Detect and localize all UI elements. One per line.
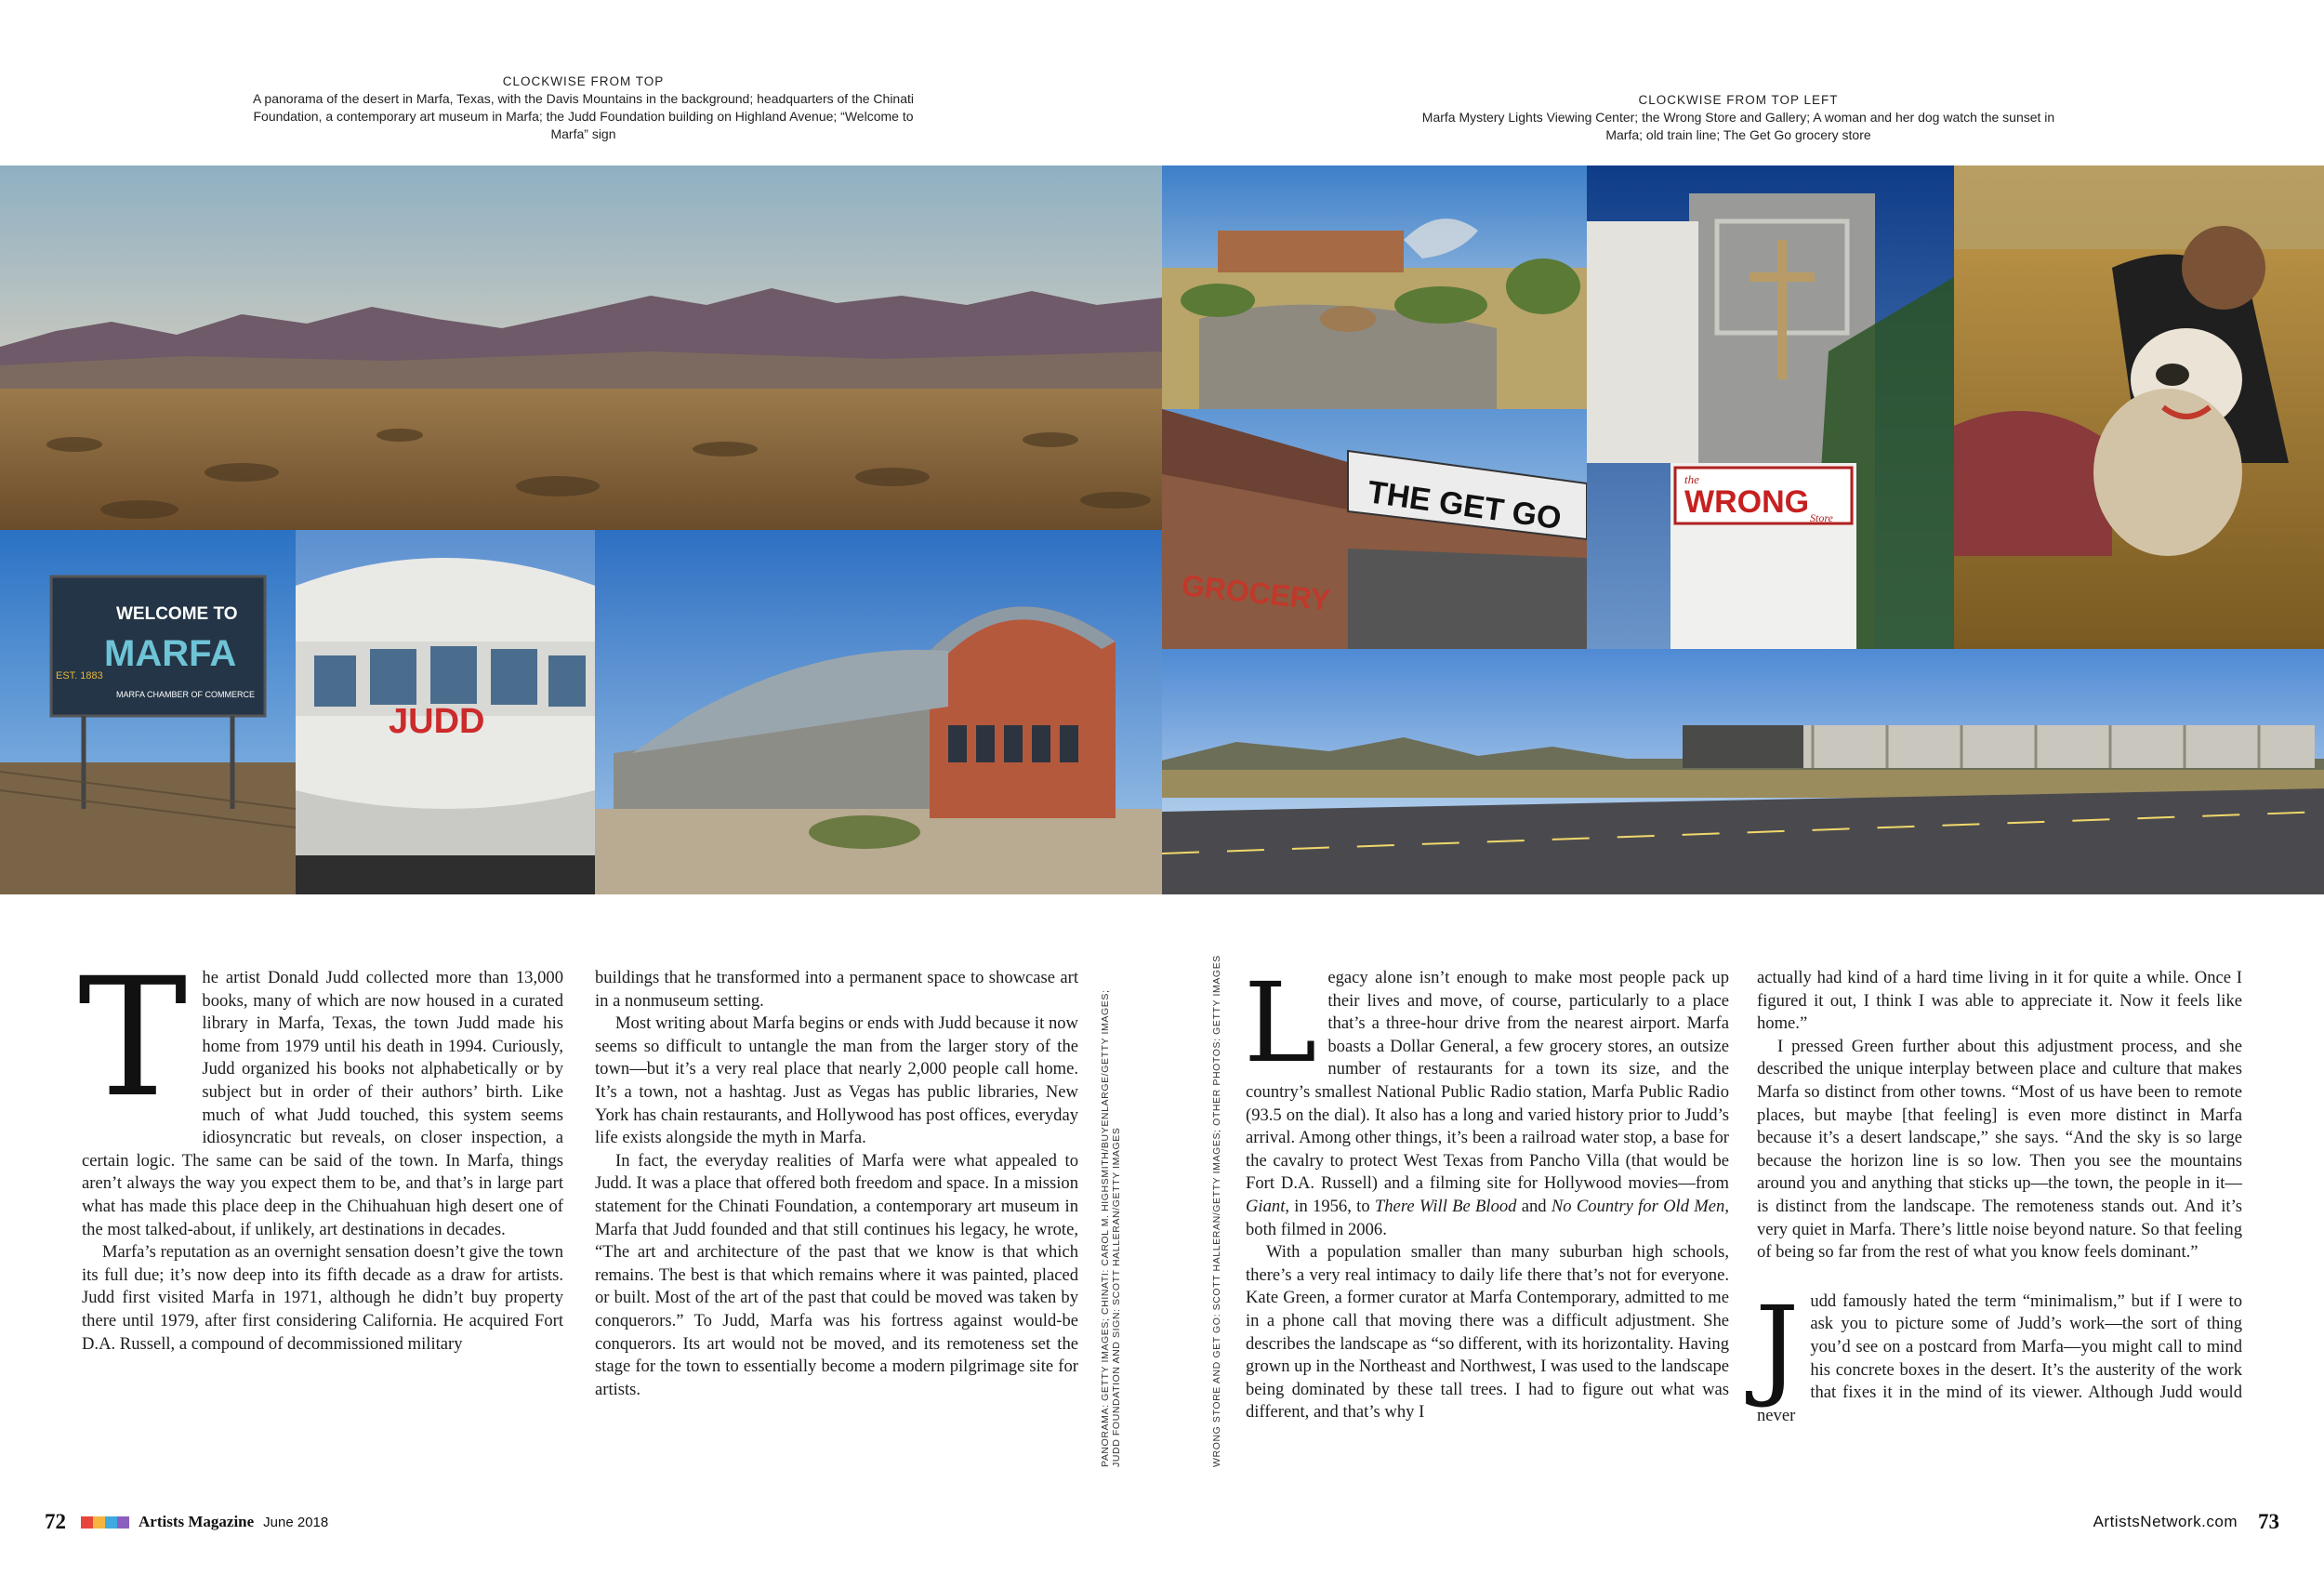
drop-cap-t: T <box>78 943 188 1133</box>
film-title-there-will-be-blood: There Will Be Blood <box>1374 1196 1517 1216</box>
left-caption-text: A panorama of the desert in Marfa, Texas, with the Davis Mountains in the background; headquarters of the Chinati Foundation, a contemporary art museum in Marfa; the Judd Foundation building on Highland Avenue; “Welcome to Marfa” sign <box>252 91 915 141</box>
col2-paragraph-3: In fact, the everyday realities of Marfa were what appealed to Judd. It was a place that offered both freedom and space. In a mission statement for the Chinati Foundation, a contemporary art museum in Marfa that Judd founded and that still continues his legacy, he wrote, “The art and architecture of the past that we know is that which remains. The best is that which remains where it was painted, placed or built. Most of the art of the past that could be moved was taken by conquerors.” To Judd, Marfa was his fortress against would-be conquerors. Its art would not be moved, and its remoteness set the stage for the town to essentially become a modern pilgrimage site for artists. <box>595 1150 1078 1399</box>
drop-cap-j: J <box>1755 1281 1800 1410</box>
judd-sign-text: JUDD <box>389 702 485 741</box>
issue-date: June 2018 <box>263 1514 329 1530</box>
col3-text-a: egacy alone isn’t enough to make most people pack up their lives and move, of course, particularly to a place that’s a three-hour drive from the nearest airport. Marfa boasts a Dollar General, a few grocery stores, an outsize number of restaurants for a town its size, and the country’s smallest National Public Radio station, Marfa Public Radio (93.5 on the dial). It also has a long and varied history prior to Judd’s arrival. Among other things, it’s been a railroad water stop, a base for the cavalry to protect West Texas from Pancho Villa (that would be Fort D.A. Russell) and a filming site for Hollywood movies—from <box>1246 968 1729 1194</box>
chamber-sign-text: MARFA CHAMBER OF COMMERCE <box>116 690 256 699</box>
col3-paragraph-1 <box>1244 959 1729 1241</box>
desert-panorama-photo <box>0 165 1162 530</box>
article-column-2 <box>595 967 1078 1469</box>
left-caption <box>251 73 916 143</box>
article-column-3 <box>1244 959 1729 1469</box>
right-caption-text: Marfa Mystery Lights Viewing Center; the Wrong Store and Gallery; A woman and her dog watch the sunset in Marfa; old train line; The Get Go grocery store <box>1421 110 2055 142</box>
color-swatches <box>81 1516 129 1529</box>
film-title-no-country: No Country for Old Men <box>1551 1196 1725 1216</box>
right-footer <box>2093 1510 2279 1534</box>
col3-text-b: , in 1956, to <box>1285 1196 1375 1216</box>
right-credit-line-1: WRONG STORE AND GET GO: SCOTT HALLERAN/GETTY IMAGES; OTHER PHOTOS: GETTY IMAGES <box>1211 955 1222 1467</box>
left-credit-line-1: PANORAMA: GETTY IMAGES; CHINATI: CAROL M. HIGHSMITH/BUYENLARGE/GETTY IMAGES; <box>1100 989 1111 1467</box>
get-go-grocery-photo <box>1162 409 1587 649</box>
article-column-1 <box>78 943 563 1469</box>
film-title-giant: Giant <box>1246 1196 1286 1216</box>
left-photo-credit <box>1100 989 1122 1467</box>
right-photo-credit <box>1211 955 1222 1467</box>
col4-paragraph-3 <box>1755 1281 2242 1428</box>
left-caption-title: CLOCKWISE FROM TOP <box>502 74 665 88</box>
left-credit-line-2: JUDD FOUNDATION AND SIGN: SCOTT HALLERAN/GETTY IMAGES <box>1111 1127 1122 1467</box>
get-go-sign-text: THE GET GO <box>1365 474 1564 537</box>
chinati-foundation-photo <box>595 530 1162 894</box>
welcome-to-sign-text: WELCOME TO <box>116 604 238 624</box>
marfa-sign-text: MARFA <box>104 633 237 674</box>
page-number-right: 73 <box>2258 1510 2279 1533</box>
wrong-store-store-text: Store <box>1810 511 1833 524</box>
wrong-store-sign-text: WRONG <box>1684 484 1810 520</box>
page-number-left: 72 <box>45 1510 66 1533</box>
welcome-to-marfa-sign-photo <box>0 530 296 894</box>
col1-paragraph-2: Marfa’s reputation as an overnight sensation doesn’t give the town its full due; it’s now deep into its fifth decade as a draw for artists. Judd first visited Marfa in 1971, although he didn’t buy property there until 1979, after first considering California. He acquired Fort D.A. Russell, a compound of decommissioned military <box>82 1242 563 1354</box>
judd-foundation-building-photo <box>296 530 595 894</box>
wrong-store-the-text: the <box>1684 472 1699 486</box>
col4-paragraph-1: actually had kind of a hard time living in it for quite a while. Once I figured it out, I think I was able to appreciate it. Now it feels like home.” <box>1757 968 2242 1034</box>
left-footer <box>45 1510 328 1534</box>
wrong-store-gallery-photo <box>1587 165 1954 649</box>
grocery-sign-text: GROCERY <box>1180 568 1332 617</box>
col2-paragraph-1: buildings that he transformed into a permanent space to showcase art in a nonmuseum setting. <box>595 968 1078 1011</box>
col3-paragraph-2: With a population smaller than many suburban high schools, there’s a very real intimacy to daily life there that’s not for everyone. Kate Green, a former curator at Marfa Contemporary, admitted to me in a phone call that moving there was a difficult adjustment. She describes the landscape as “so different, with its horizontality. Having grown up in the Northeast and Northwest, I was used to the landscape being dominated by these tall trees. I had to figure out what was different, and that’s why I <box>1246 1242 1729 1423</box>
swatch-blue <box>105 1516 117 1529</box>
swatch-yellow <box>93 1516 105 1529</box>
col4-text: udd famously hated the term “minimalism,” but if I were to ask you to picture some of Judd’s work—the sort of thing you’d see on a postcard from Marfa—you might call to mind his concrete boxes in the desert. It’s the austerity of the work that fixes it in the mind of its viewer. Although Judd would never <box>1757 1290 2242 1425</box>
mystery-lights-viewing-center-photo <box>1162 165 1587 409</box>
swatch-red <box>81 1516 93 1529</box>
col3-text-c: and <box>1516 1196 1552 1216</box>
swatch-purple <box>117 1516 129 1529</box>
col4-paragraph-2: I pressed Green further about this adjustment process, and she described the unique interplay between place and culture that makes Marfa so distinct from other towns. “Most of us have been to remote places, but maybe [that feeling] is even more distinct in Marfa because it’s a desert landscape,” she says. “And the sky is so large because the horizon line is so low. Then you see the mountains around you and anything that sticks up—the town, the people in it—is distinct from the landscape. The remoteness stands out. And it’s very quiet in Marfa. There’s little noise beyond nature. So that feeling of being so far from the rest of what you know feels dominant.” <box>1757 1036 2242 1263</box>
magazine-name: Artists Magazine <box>139 1513 255 1530</box>
section-gap <box>1757 1264 2242 1290</box>
col2-paragraph-2: Most writing about Marfa begins or ends with Judd because it now seems so difficult to untangle the man from the larger story of the town—but it’s a very real place that nearly 2,000 people call home. It’s a town, not a hashtag. Just as Vegas has public libraries, New York has chain restaurants, and Hollywood has post offices, everyday life exists alongside the myth in Marfa. <box>595 1013 1078 1148</box>
site-url[interactable]: ArtistsNetwork.com <box>2093 1513 2238 1530</box>
est-sign-text: EST. 1883 <box>56 670 103 682</box>
right-caption-title: CLOCKWISE FROM TOP LEFT <box>1638 93 1839 107</box>
col1-paragraph-1: he artist Donald Judd collected more than 13,000 books, many of which are now housed in a curated library in Marfa, Texas, the town Judd made his home from 1979 until his death in 1994. Curiously, Judd organized his books not alphabetically or by subject but in order of their authors’ birth. Like much of what Judd touched, this system seems idiosyncratic but reveals, on closer inspection, a certain logic. The same can be said of the town. In Marfa, things aren’t always the way you expect them to be, and that’s in large part what has made this place deep in the Chihuahuan high desert one of the most talked-about, if unlikely, art destinations in decades. <box>82 968 563 1239</box>
old-train-line-photo <box>1162 649 2324 894</box>
article-column-4 <box>1757 967 2242 1469</box>
woman-and-dog-sunset-photo <box>1954 165 2324 649</box>
drop-cap-l: L <box>1244 959 1317 1087</box>
col3-text-d: , both filmed in 2006. <box>1246 1196 1729 1239</box>
right-caption <box>1413 91 2064 144</box>
